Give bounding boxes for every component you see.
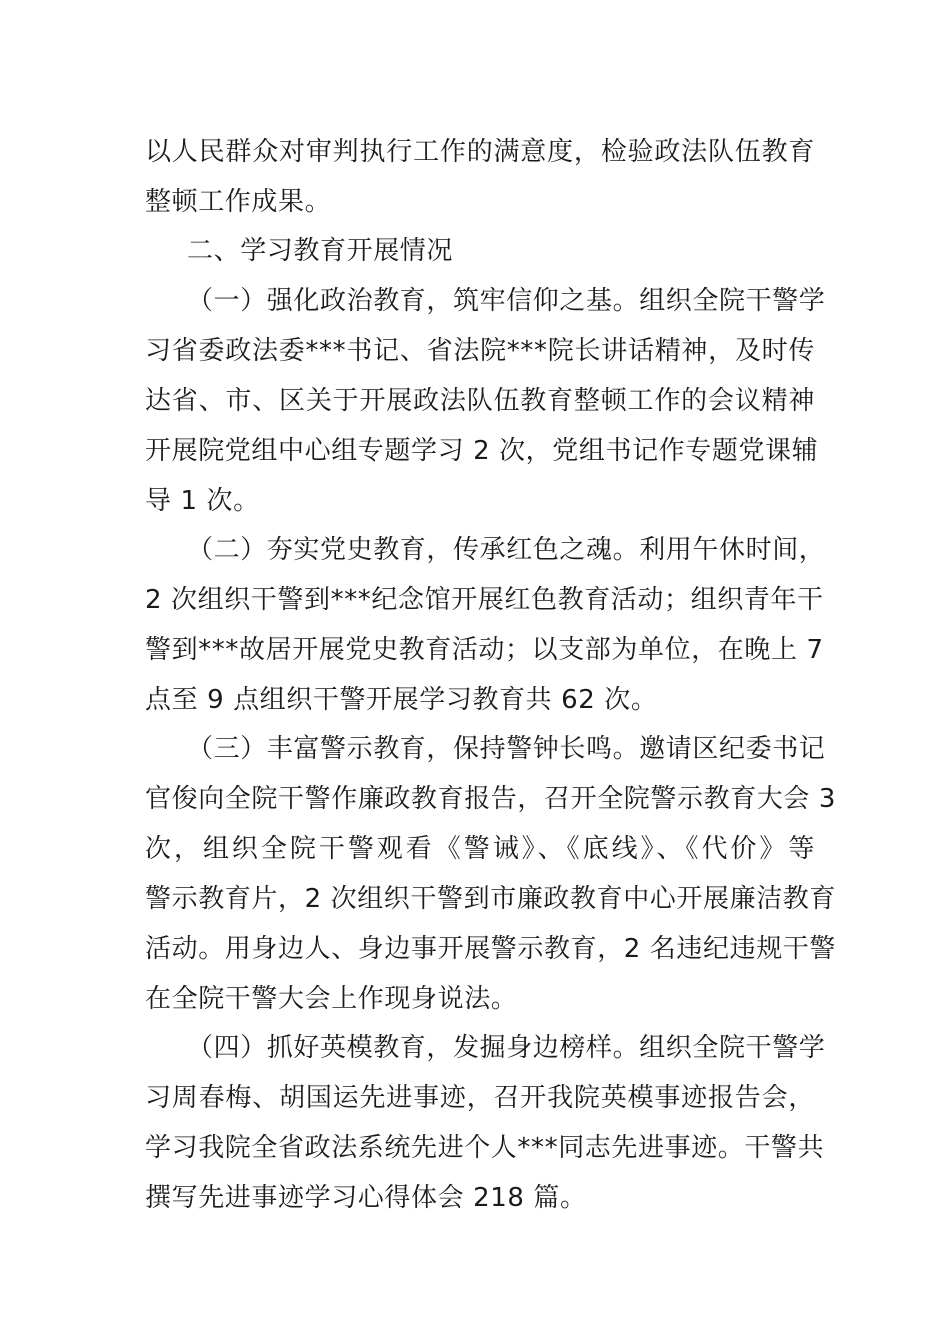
paragraph-first-line: （一）强化政治教育，筑牢信仰之基。组织全院干警学 bbox=[187, 286, 826, 316]
paragraph-first-line: （二）夯实党史教育，传承红色之魂。利用午休时间， bbox=[187, 535, 826, 565]
section-heading: 二、学习教育开展情况 bbox=[187, 236, 454, 266]
text-line: 官俊向全院干警作廉政教育报告，召开全院警示教育大会 3 bbox=[145, 784, 837, 814]
text-line: 习周春梅、胡国运先进事迹，召开我院英模事迹报告会， bbox=[145, 1083, 815, 1113]
text-line: 以人民群众对审判执行工作的满意度，检验政法队伍教育 bbox=[145, 137, 815, 167]
text-line: 整顿工作成果。 bbox=[145, 187, 332, 217]
text-line: 警到***故居开展党史教育活动；以支部为单位，在晚上 7 bbox=[145, 635, 824, 665]
text-line: 活动。用身边人、身边事开展警示教育，2 名违纪违规干警 bbox=[145, 934, 837, 964]
text-line: 次，组织全院干警观看《警诫》、《底线》、《代价》等 bbox=[145, 834, 815, 864]
paragraph-first-line: （三）丰富警示教育，保持警钟长鸣。邀请区纪委书记 bbox=[187, 734, 826, 764]
text-line: 撰写先进事迹学习心得体会 218 篇。 bbox=[145, 1183, 587, 1213]
text-line: 达省、市、区关于开展政法队伍教育整顿工作的会议精神 bbox=[145, 386, 815, 416]
text-line: 导 1 次。 bbox=[145, 486, 260, 516]
text-line: 开展院党组中心组专题学习 2 次，党组书记作专题党课辅 bbox=[145, 436, 819, 466]
text-line: 习省委政法委***书记、省法院***院长讲话精神，及时传 bbox=[145, 336, 815, 366]
text-line: 警示教育片，2 次组织干警到市廉政教育中心开展廉洁教育 bbox=[145, 884, 837, 914]
text-line: 点至 9 点组织干警开展学习教育共 62 次。 bbox=[145, 685, 658, 715]
text-line: 在全院干警大会上作现身说法。 bbox=[145, 984, 518, 1014]
text-line: 2 次组织干警到***纪念馆开展红色教育活动；组织青年干 bbox=[145, 585, 824, 615]
paragraph-first-line: （四）抓好英模教育，发掘身边榜样。组织全院干警学 bbox=[187, 1033, 826, 1063]
text-line: 学习我院全省政法系统先进个人***同志先进事迹。干警共 bbox=[145, 1133, 825, 1163]
